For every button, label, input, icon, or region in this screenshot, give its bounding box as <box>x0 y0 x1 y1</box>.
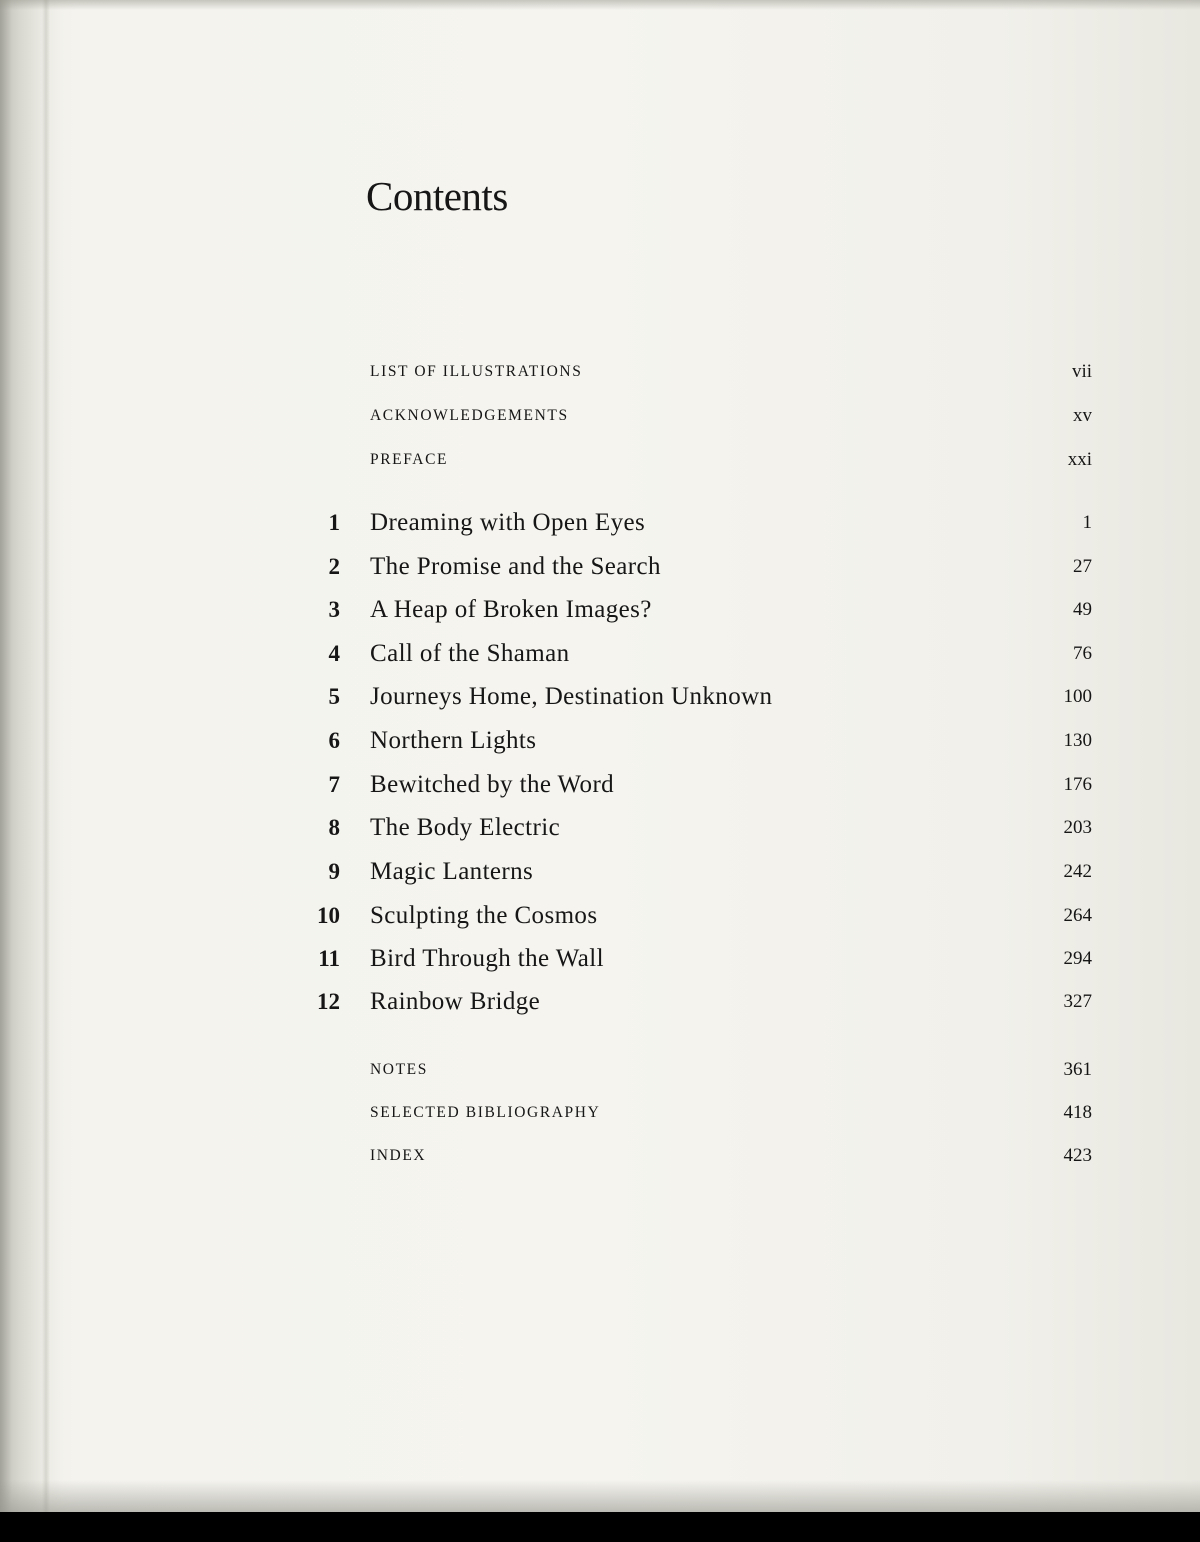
toc-entry-label: INDEX <box>370 1147 427 1164</box>
toc-entry-acknowledgements <box>300 396 1092 436</box>
chapter-title: Bewitched by the Word <box>370 771 615 798</box>
chapter-page: 327 <box>1063 991 1092 1012</box>
toc-entry-label: PREFACE <box>370 451 449 468</box>
chapter-page: 100 <box>1063 686 1092 707</box>
chapter-title: Rainbow Bridge <box>370 988 541 1015</box>
chapter-number: 9 <box>328 859 340 884</box>
chapter-page: 242 <box>1063 861 1092 882</box>
toc-chapter-8 <box>300 808 1092 848</box>
chapter-page: 1 <box>1082 512 1092 533</box>
spine-crease <box>42 0 50 1512</box>
chapter-page: 176 <box>1063 774 1092 795</box>
chapter-title: A Heap of Broken Images? <box>370 596 652 623</box>
toc-entry-preface <box>300 440 1092 480</box>
chapter-number: 12 <box>317 989 340 1014</box>
toc-entry-page: 423 <box>1063 1145 1092 1166</box>
toc-entry-label: NOTES <box>370 1061 428 1078</box>
chapter-title: Bird Through the Wall <box>370 945 604 972</box>
page-title: Contents <box>366 173 508 219</box>
chapter-page: 49 <box>1073 599 1092 620</box>
chapter-page: 294 <box>1063 948 1092 969</box>
toc-entry-page: 361 <box>1063 1059 1092 1080</box>
toc-entry-label: LIST OF ILLUSTRATIONS <box>370 363 583 380</box>
chapter-number: 7 <box>328 772 340 797</box>
chapter-title: Journeys Home, Destination Unknown <box>370 683 773 710</box>
toc-chapter-7 <box>300 765 1092 805</box>
toc-entry-notes <box>300 1050 1092 1090</box>
toc-entry-page: xv <box>1073 405 1092 426</box>
page-bottom-shadow <box>0 1480 1200 1512</box>
toc-entry-page: xxi <box>1067 449 1092 470</box>
chapter-page: 130 <box>1063 730 1092 751</box>
toc-chapter-3 <box>300 590 1092 630</box>
toc-chapter-10 <box>300 896 1092 936</box>
page-top-edge <box>0 0 1200 10</box>
toc-entry-label: SELECTED BIBLIOGRAPHY <box>370 1104 601 1121</box>
chapter-title: Dreaming with Open Eyes <box>370 509 646 536</box>
toc-entry-index <box>300 1136 1092 1176</box>
chapter-number: 10 <box>317 903 340 928</box>
toc-chapter-4 <box>300 634 1092 674</box>
chapter-number: 4 <box>328 641 340 666</box>
chapter-title: Magic Lanterns <box>370 858 534 885</box>
chapter-number: 5 <box>328 684 340 709</box>
chapter-number: 3 <box>328 597 340 622</box>
toc-entry-page: vii <box>1071 361 1092 382</box>
chapter-number: 11 <box>318 946 340 971</box>
chapter-page: 203 <box>1063 817 1092 838</box>
toc-chapter-5 <box>300 677 1092 717</box>
toc-chapter-2 <box>300 547 1092 587</box>
toc-entry-list-of-illustrations <box>300 352 1092 392</box>
chapter-number: 2 <box>328 554 340 579</box>
chapter-title: Sculpting the Cosmos <box>370 902 598 929</box>
chapter-title: Call of the Shaman <box>370 640 570 667</box>
toc-chapter-1 <box>300 503 1092 543</box>
toc-entry-label: ACKNOWLEDGEMENTS <box>370 407 569 424</box>
toc-chapter-11 <box>300 939 1092 979</box>
toc-chapter-12 <box>300 982 1092 1022</box>
chapter-page: 76 <box>1073 643 1092 664</box>
toc-entry-page: 418 <box>1063 1102 1092 1123</box>
chapter-number: 8 <box>328 815 340 840</box>
chapter-number: 6 <box>328 728 340 753</box>
spine-shadow <box>0 0 62 1512</box>
chapter-title: The Promise and the Search <box>370 553 661 580</box>
chapter-page: 27 <box>1073 556 1092 577</box>
chapter-title: Northern Lights <box>370 727 537 754</box>
toc-chapter-9 <box>300 852 1092 892</box>
toc-chapter-6 <box>300 721 1092 761</box>
toc-entry-selected-bibliography <box>300 1093 1092 1133</box>
chapter-page: 264 <box>1063 905 1092 926</box>
chapter-title: The Body Electric <box>370 814 561 841</box>
chapter-number: 1 <box>328 510 340 535</box>
